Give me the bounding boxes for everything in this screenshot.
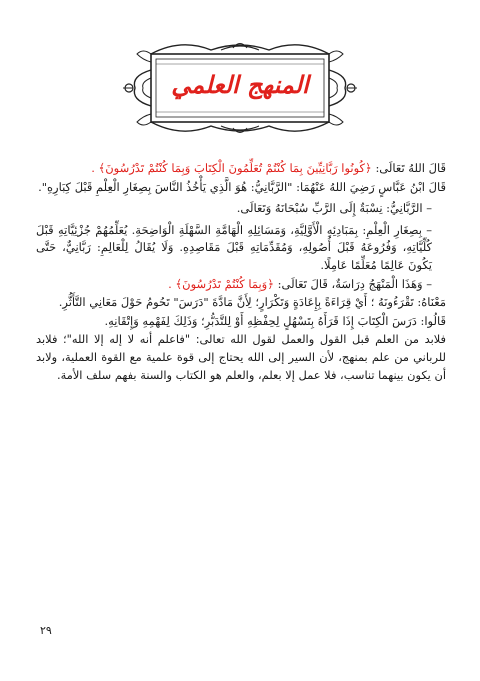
paragraph-they-said: قَالُوا: دَرَسَ الْكِتَابَ إِذَا قَرَأَهُ بِتَسْهُلٍ لِحِفْظِهِ أَوْ لِلتَّدَبُّرِ؛ وَذَلِكَ لِفَهْمِهِ وَإِتْقَانِهِ. [104, 313, 446, 328]
page-number: ٢٩ [40, 624, 52, 637]
quran-verse-1: ﴿كُونُوا رَبَّانِيِّينَ بِمَا كُنْتُمْ تُعَلِّمُونَ الْكِتَابَ وَبِمَا كُنْتُمْ تَدْرُسُونَ﴾ . [91, 161, 372, 175]
paragraph-rabbani-definition: – الرَّبَّانِيُّ: نِسْبَةٌ إِلَى الرَّبِّ سُبْحَانَهُ وَتَعَالَى. [236, 201, 432, 216]
paragraph-verse-1 [36, 160, 446, 178]
quran-verse-2: ﴿وَبِمَا كُنْتُمْ تَدْرُسُونَ﴾ . [168, 276, 274, 291]
paragraph-method-study [36, 276, 446, 294]
paragraph-ibn-abbas: قَالَ ابْنُ عَبَّاسٍ رَضِيَ اللهُ عَنْهُمَا: "الرَّبَّانِيُّ: هُوَ الَّذِي يَأْخُذُ النَّاسَ بِصِغَارِ الْعِلْمِ قَبْلَ كِبَارِهِ". [38, 179, 446, 194]
body-text [36, 160, 446, 385]
method-intro-text: – وَهَذَا الْمَنْهَجُ دِرَاسَةٌ، قَالَ تَعَالَى: [277, 276, 432, 291]
title-ornament-frame [121, 40, 359, 136]
paragraph-conclusion: فلابد من العلم قبل القول والعمل لقول الله تعالى: "فاعلم أنه لا إله إلا الله"؛ فلابد للرباني من علم بمنهج، لأن السير إلى الله يحتاج إلى قوة علمية مع القوة العملية، ولابد أن يكون بينهما تناسب، فلا عمل إلا بعلم، والعلم هو الكتاب والسنة بفهم سلف الأمة. [36, 332, 446, 382]
verse-intro-text: قَالَ اللهُ تَعَالَى: [375, 161, 446, 175]
paragraph-meaning: مَعْنَاهُ: تَقْرَءُونَهُ ؛ أَيْ قِرَاءَةً بِإِعَادَةٍ وَتَكْرَارٍ؛ لِأَنَّ مَادَّةَ "دَرَسَ" تَحُومُ حَوْلَ مَعَانِي التَّأَثُّرِ. [58, 295, 446, 310]
page-title: المنهج العلمي [171, 70, 309, 99]
paragraph-small-knowledge: – بِصِغَارِ الْعِلْمِ: بِمَبَادِئِهِ الْأَوَّلِيَّةِ، وَمَسَائِلِهِ الْهَامَّةِ السَّهْلَةِ الْوَاضِحَةِ. يُعَلِّمُهُمْ جُزْئِيَّاتِهِ قَبْلَ كُلِّيَّاتِهِ، وَفُرُوعَهُ قَبْلَ أُصُولِهِ، وَمُقَدِّمَاتِهِ قَبْلَ مَقَاصِدِهِ. وَلَا يُقَالُ لِلْعَالِمِ: رَبَّانِيٌّ، حَتَّى يَكُونَ عَالِمًا مُعَلِّمًا عَامِلًا. [36, 222, 432, 272]
